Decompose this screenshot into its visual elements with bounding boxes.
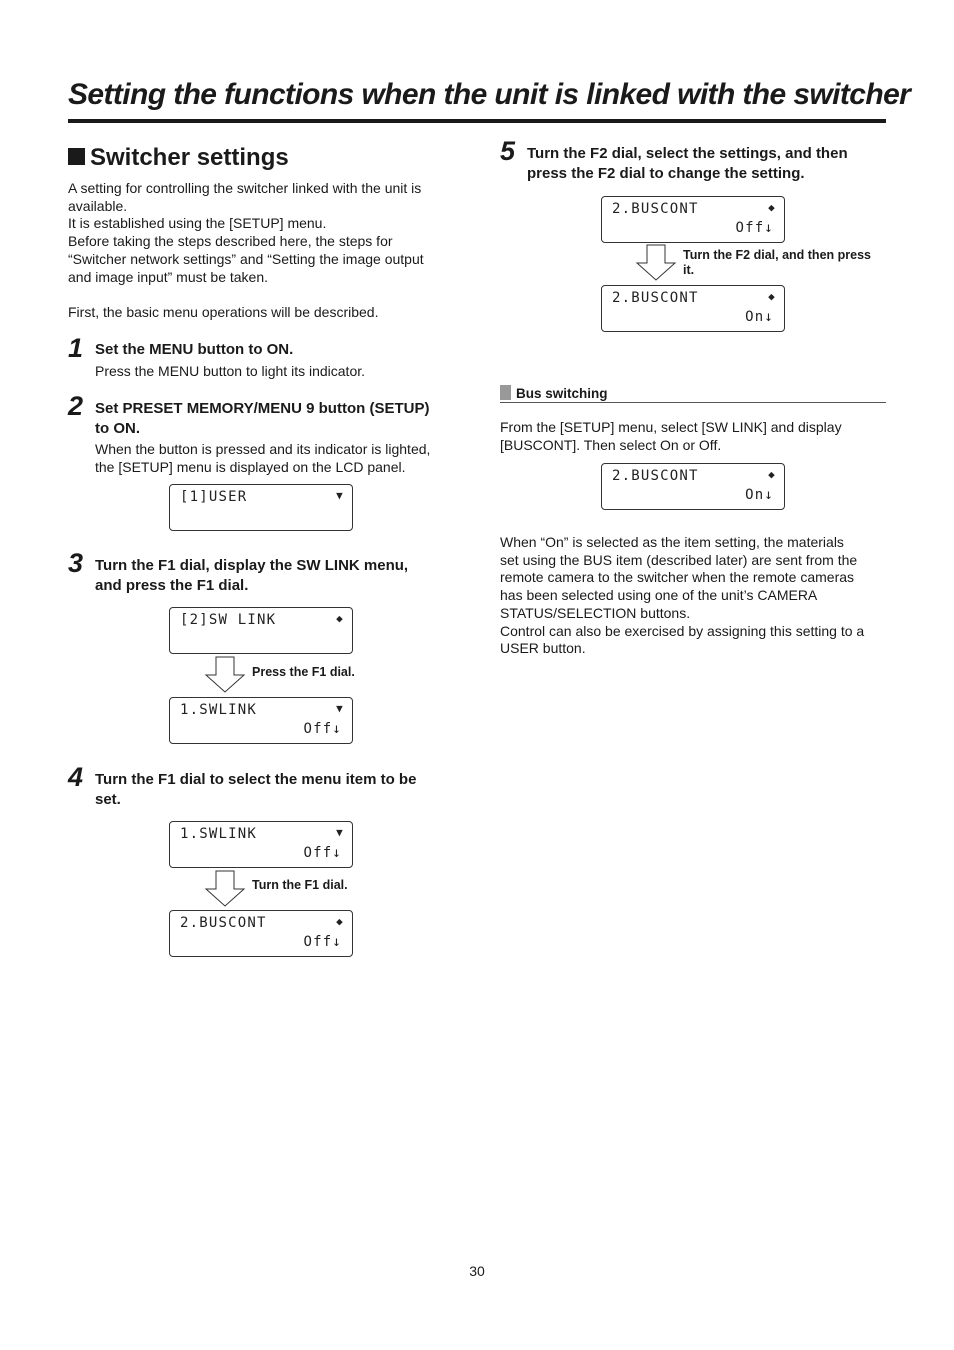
lcd-display xyxy=(601,285,785,332)
scroll-updown-icon: ◆ xyxy=(336,915,344,928)
step-description xyxy=(95,441,430,476)
intro-line: and image input” must be taken. xyxy=(68,268,269,285)
scroll-down-icon: ▼ xyxy=(336,489,344,502)
bus-switching-paragraph-2 xyxy=(500,534,886,658)
arrow-note-line: it. xyxy=(683,263,695,277)
arrow-note xyxy=(683,248,883,278)
paragraph-line: USER button. xyxy=(500,640,586,657)
intro-line: A setting for controlling the switcher linked with the unit is xyxy=(68,180,422,196)
scroll-updown-icon: ◆ xyxy=(336,612,344,625)
arrow-note: Press the F1 dial. xyxy=(252,665,355,679)
lcd-display xyxy=(601,196,785,243)
step-title-line: set. xyxy=(95,790,121,808)
page-title: Setting the functions when the unit is linked with the switcher xyxy=(68,78,911,111)
lcd-line-2: On↓ xyxy=(745,487,774,503)
title-rule xyxy=(68,119,886,123)
lcd-display xyxy=(169,607,353,654)
lcd-line-2: Off↓ xyxy=(303,934,342,950)
page-number: 30 xyxy=(469,1263,485,1279)
step-desc-line: When the button is pressed and its indicator is lighted, xyxy=(95,441,431,457)
heading-bar-icon xyxy=(500,385,511,400)
section-heading-text: Switcher settings xyxy=(90,144,289,171)
step-title xyxy=(95,556,408,595)
step-title: Set the MENU button to ON. xyxy=(95,341,294,358)
scroll-updown-icon: ◆ xyxy=(768,201,776,214)
scroll-updown-icon: ◆ xyxy=(768,290,776,303)
lcd-display xyxy=(169,910,353,957)
lcd-line-2: Off↓ xyxy=(735,220,774,236)
step-description: Press the MENU button to light its indicator. xyxy=(95,363,366,379)
step-title-line: Turn the F1 dial, display the SW LINK menu, xyxy=(95,557,409,574)
step-title-line: press the F2 dial to change the setting. xyxy=(527,164,805,182)
step-number: 3 xyxy=(68,548,84,578)
paragraph-line: Control can also be exercised by assigning this setting to a xyxy=(500,622,865,639)
lcd-display xyxy=(169,821,353,868)
square-bullet-icon xyxy=(68,148,85,165)
bus-switching-heading-text: Bus switching xyxy=(516,386,608,401)
section-heading xyxy=(68,144,289,172)
arrow-note: Turn the F1 dial. xyxy=(252,878,348,892)
scroll-updown-icon: ◆ xyxy=(768,468,776,481)
step-number: 5 xyxy=(500,136,516,166)
bus-switching-heading xyxy=(500,385,886,403)
down-arrow-icon xyxy=(204,656,246,694)
down-arrow-icon xyxy=(204,870,246,908)
lcd-line-1: 2.BUSCONT xyxy=(612,290,699,306)
step-desc-line: the [SETUP] menu is displayed on the LCD panel. xyxy=(95,458,406,475)
intro-line: Before taking the steps described here, the steps for xyxy=(68,233,393,250)
lcd-display xyxy=(169,697,353,744)
lcd-line-1: 2.BUSCONT xyxy=(612,468,699,484)
bus-switching-paragraph-1 xyxy=(500,419,886,454)
intro-line: It is established using the [SETUP] menu. xyxy=(68,215,327,232)
step-number: 1 xyxy=(68,333,84,363)
lcd-display xyxy=(169,484,353,531)
step-number: 2 xyxy=(68,391,84,421)
step-title xyxy=(527,144,848,183)
lcd-line-2: Off↓ xyxy=(303,721,342,737)
intro-line: available. xyxy=(68,197,128,214)
paragraph-line: STATUS/SELECTION buttons. xyxy=(500,604,691,621)
step-title-line: Set PRESET MEMORY/MENU 9 button (SETUP) xyxy=(95,400,430,417)
scroll-down-icon: ▼ xyxy=(336,702,344,715)
intro-paragraph-2: First, the basic menu operations will be described. xyxy=(68,304,379,320)
lcd-line-1: [2]SW LINK xyxy=(180,612,277,628)
down-arrow-icon xyxy=(635,244,677,282)
arrow-note-line: Turn the F2 dial, and then press xyxy=(683,248,871,262)
intro-paragraph xyxy=(68,180,448,286)
scroll-down-icon: ▼ xyxy=(336,826,344,839)
step-title-line: Turn the F2 dial, select the settings, and then xyxy=(527,145,848,162)
paragraph-line: [BUSCONT]. Then select On or Off. xyxy=(500,436,722,453)
step-title xyxy=(95,399,429,438)
lcd-display xyxy=(601,463,785,510)
paragraph-line: has been selected using one of the unit’s CAMERA xyxy=(500,587,818,604)
lcd-line-2: On↓ xyxy=(745,309,774,325)
step-number: 4 xyxy=(68,762,84,792)
step-title-line: Turn the F1 dial to select the menu item to be xyxy=(95,771,417,788)
paragraph-line: From the [SETUP] menu, select [SW LINK] and display xyxy=(500,419,842,435)
paragraph-line: set using the BUS item (described later) are sent from the xyxy=(500,551,858,568)
paragraph-line: When “On” is selected as the item setting, the materials xyxy=(500,534,844,550)
lcd-line-1: 1.SWLINK xyxy=(180,702,258,718)
paragraph-line: remote camera to the switcher when the remote cameras xyxy=(500,569,855,586)
step-title xyxy=(95,770,416,809)
lcd-line-1: 2.BUSCONT xyxy=(180,915,267,931)
lcd-line-1: 1.SWLINK xyxy=(180,826,258,842)
step-title-line: and press the F1 dial. xyxy=(95,576,249,594)
lcd-line-1: [1]USER xyxy=(180,489,248,505)
intro-line: “Switcher network settings” and “Setting the image output xyxy=(68,250,424,267)
lcd-line-2: Off↓ xyxy=(303,845,342,861)
step-title-line: to ON. xyxy=(95,419,140,437)
lcd-line-1: 2.BUSCONT xyxy=(612,201,699,217)
